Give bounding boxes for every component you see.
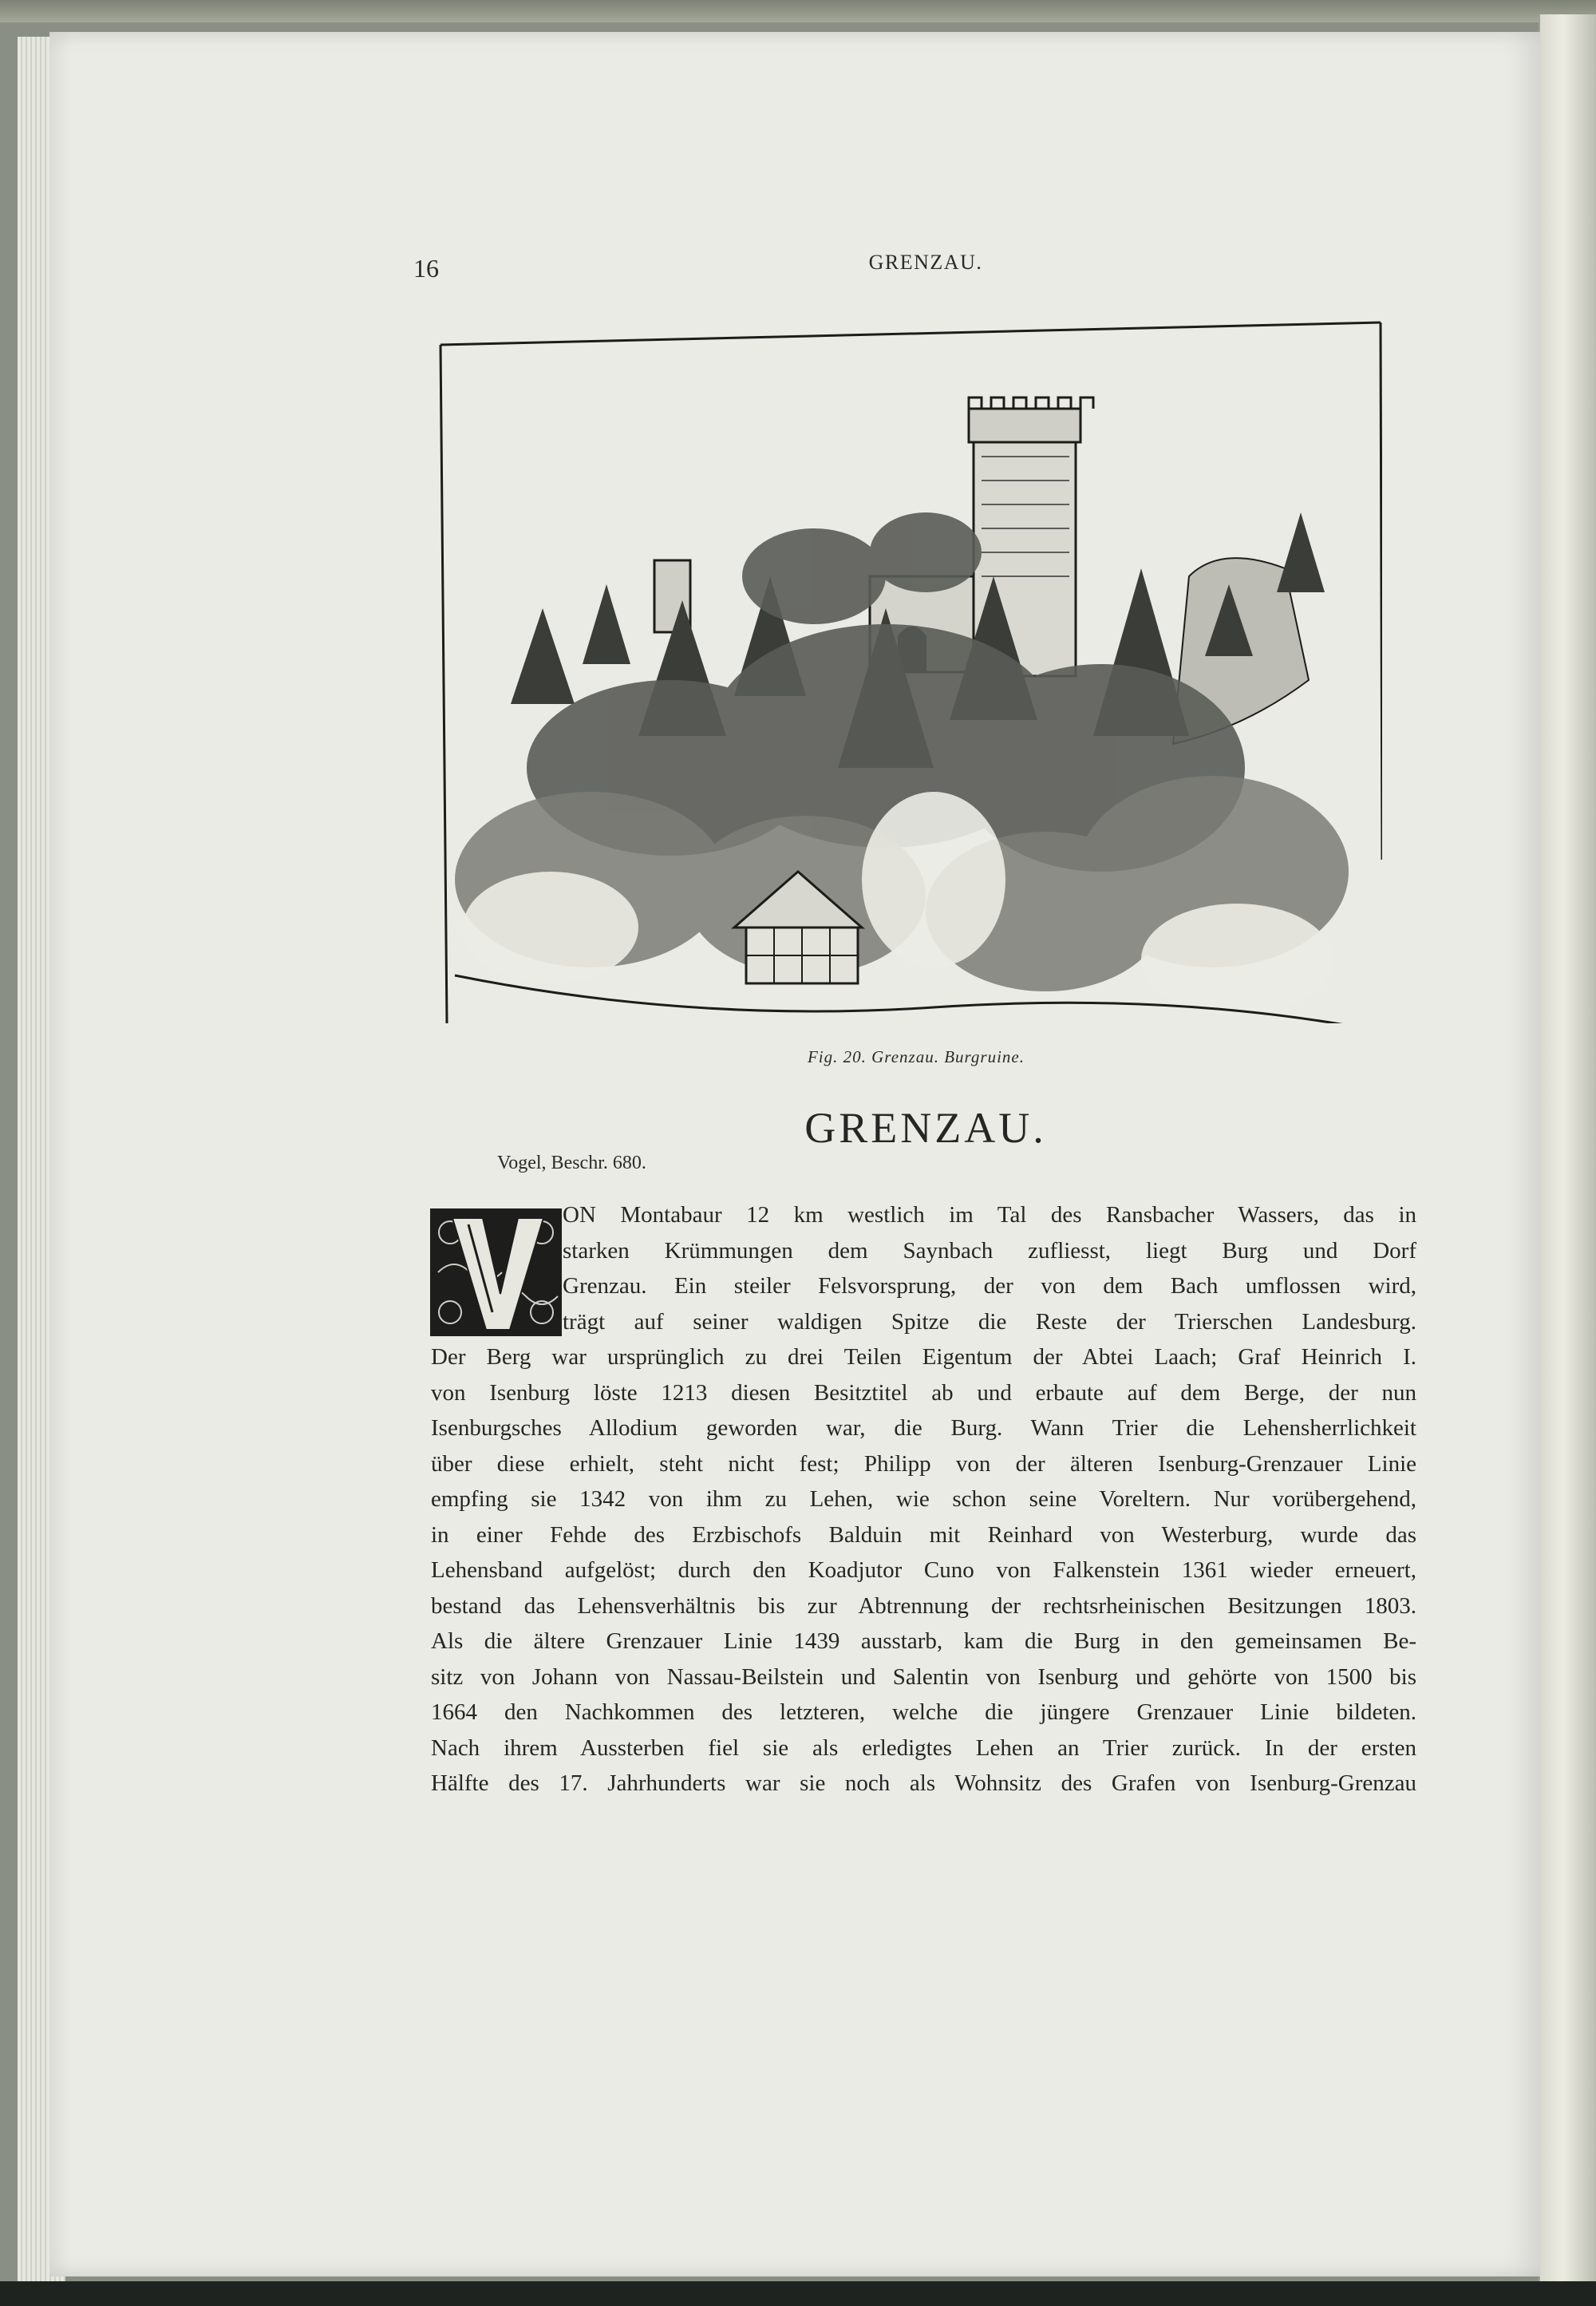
body-line: ON Montabaur 12 km westlich im Tal des Ransbacher Wassers, das in [563, 1202, 1416, 1228]
body-line: Hälfte des 17. Jahrhunderts war sie noch als Wohnsitz des Grafen von Isenburg-Grenzau [431, 1770, 1416, 1796]
running-head: GRENZAU. [868, 251, 983, 274]
page-number: 16 [413, 254, 439, 283]
body-line: von Isenburg löste 1213 diesen Besitztitel ab und erbaute auf dem Berge, der nun [431, 1379, 1416, 1406]
body-line: bestand das Lehensverhältnis bis zur Abtrennung der rechtsrheinischen Besitzungen 1803. [431, 1592, 1416, 1619]
body-line: empfing sie 1342 von ihm zu Lehen, wie schon seine Voreltern. Nur vorübergehend, [431, 1486, 1416, 1512]
figure-caption: Fig. 20. Grenzau. Burgruine. [807, 1047, 1025, 1066]
body-line: sitz von Johann von Nassau-Beilstein und Salentin von Isenburg und gehörte von 1500 bis [431, 1663, 1416, 1690]
body-line: trägt auf seiner waldigen Spitze die Reste der Trierschen Landesburg. [563, 1308, 1416, 1335]
bottom-shadow [0, 2281, 1596, 2306]
body-line: Nach ihrem Aussterben fiel sie als erledigtes Lehen an Trier zurück. In der ersten [431, 1734, 1416, 1761]
body-line: starken Krümmungen dem Saynbach zufliesst, liegt Burg und Dorf [563, 1237, 1416, 1264]
body-line: in einer Fehde des Erzbischofs Balduin mit Reinhard von Westerburg, wurde das [431, 1521, 1416, 1548]
body-line: Lehensband aufgelöst; durch den Koadjutor Cuno von Falkenstein 1361 wieder erneuert, [431, 1557, 1416, 1583]
body-line: Isenburgsches Allodium geworden war, die Burg. Wann Trier die Lehensherrlichkeit [431, 1415, 1416, 1441]
cover-top-edge [0, 0, 1596, 22]
article-body [431, 1197, 1416, 1802]
engraving-drawing [439, 321, 1382, 1023]
body-line: 1664 den Nachkommen des letzteren, welche die jüngere Grenzauer Linie bildeten. [431, 1699, 1416, 1725]
body-line: über diese erhielt, steht nicht fest; Philipp von der älteren Isenburg-Grenzauer Linie [431, 1450, 1416, 1477]
body-line: Als die ältere Grenzauer Linie 1439 ausstarb, kam die Burg in den gemeinsamen Be- [431, 1628, 1416, 1654]
bibliographic-reference: Vogel, Beschr. 680. [497, 1153, 646, 1173]
page-stack-right [1539, 14, 1596, 2289]
body-line: Der Berg war ursprünglich zu drei Teilen Eigentum der Abtei Laach; Graf Heinrich I. [431, 1344, 1416, 1370]
body-line: Grenzau. Ein steiler Felsvorsprung, der von dem Bach umflossen wird, [563, 1273, 1416, 1299]
castle-ruin-illustration [439, 321, 1382, 1023]
article-title: GRENZAU. [804, 1104, 1047, 1152]
